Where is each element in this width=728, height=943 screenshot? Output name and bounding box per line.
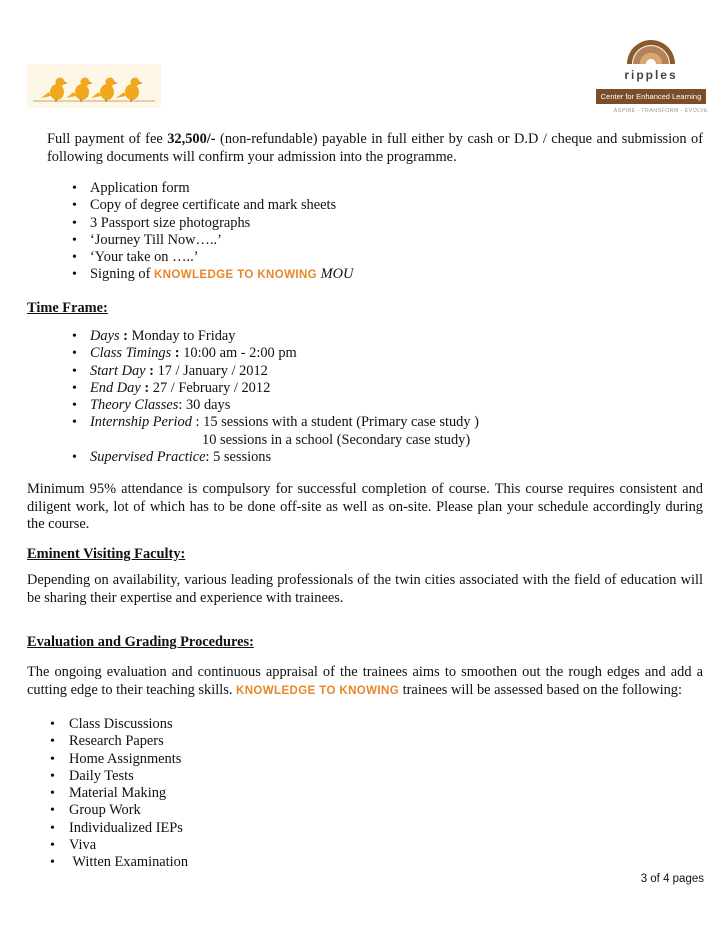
brand-name: ripples <box>624 68 678 82</box>
list-item: • ‘Journey Till Now…..’ <box>90 232 353 249</box>
brand-tagline: ASPIRE - TRANSFORM - EVOLVE <box>613 108 708 114</box>
fee-paragraph: Full payment of fee 32,500/- (non-refundable) payable in full either by cash or D.D / cheque and submission of following documents will confirm your admission into the programme. <box>47 131 703 165</box>
evaluation-list <box>69 716 188 872</box>
list-item: • End Day : 27 / February / 2012 <box>90 380 479 397</box>
list-item: • Research Papers <box>69 733 188 750</box>
list-item: • ‘Your take on …..’ <box>90 249 353 266</box>
page-number: 3 of 4 pages <box>640 873 704 885</box>
list-item: • Copy of degree certificate and mark sheets <box>90 197 353 214</box>
list-item: • Supervised Practice: 5 sessions <box>90 449 479 466</box>
brand-subtitle: Center for Enhanced Learning <box>596 89 706 104</box>
evaluation-paragraph: The ongoing evaluation and continuous appraisal of the trainees aims to smoothen out the rough edges and add a cutting edge to their teaching skills. KNOWLEDGE TO KNOWING trainees will be assessed based on the following: <box>27 664 703 698</box>
list-item: • Start Day : 17 / January / 2012 <box>90 363 479 380</box>
list-item: • Individualized IEPs <box>69 820 188 837</box>
faculty-paragraph: Depending on availability, various leading professionals of the twin cities associated with the field of education will be sharing their expertise and experience with trainees. <box>27 572 703 606</box>
list-item: • Internship Period : 15 sessions with a student (Primary case study ) <box>90 414 479 431</box>
time-frame-list <box>90 328 479 466</box>
list-item: • Class Discussions <box>69 716 188 733</box>
list-item: • Group Work <box>69 802 188 819</box>
faculty-heading: Eminent Visiting Faculty: <box>27 546 186 562</box>
list-item: • Days : Monday to Friday <box>90 328 479 345</box>
list-item: • Witten Examination <box>69 854 188 871</box>
list-item: • Class Timings : 10:00 am - 2:00 pm <box>90 345 479 362</box>
list-item: • Daily Tests <box>69 768 188 785</box>
evaluation-heading: Evaluation and Grading Procedures: <box>27 634 254 650</box>
program-name: KNOWLEDGE TO KNOWING <box>236 684 400 697</box>
list-item: • Application form <box>90 180 353 197</box>
program-name: KNOWLEDGE TO KNOWING <box>153 269 317 282</box>
list-item: • 3 Passport size photographs <box>90 215 353 232</box>
documents-list <box>90 180 353 285</box>
internship-line-2: 10 sessions in a school (Secondary case study) <box>202 431 471 448</box>
birds-logo <box>27 64 161 108</box>
fee-amount: 32,500/- <box>167 131 216 147</box>
list-item: • Viva <box>69 837 188 854</box>
list-item: • Theory Classes: 30 days <box>90 397 479 414</box>
list-item: • Home Assignments <box>69 751 188 768</box>
ripples-logo <box>594 24 708 120</box>
list-item: • Material Making <box>69 785 188 802</box>
time-frame-heading: Time Frame: <box>27 300 108 316</box>
attendance-paragraph: Minimum 95% attendance is compulsory for successful completion of course. This course requires consistent and diligent work, lot of which has to be done off-site as well as on-site. Please plan your schedule accordingly during the course. <box>27 481 703 532</box>
birds-on-wire-icon <box>27 64 161 108</box>
list-item: • Signing of KNOWLEDGE TO KNOWING MOU <box>90 266 353 284</box>
